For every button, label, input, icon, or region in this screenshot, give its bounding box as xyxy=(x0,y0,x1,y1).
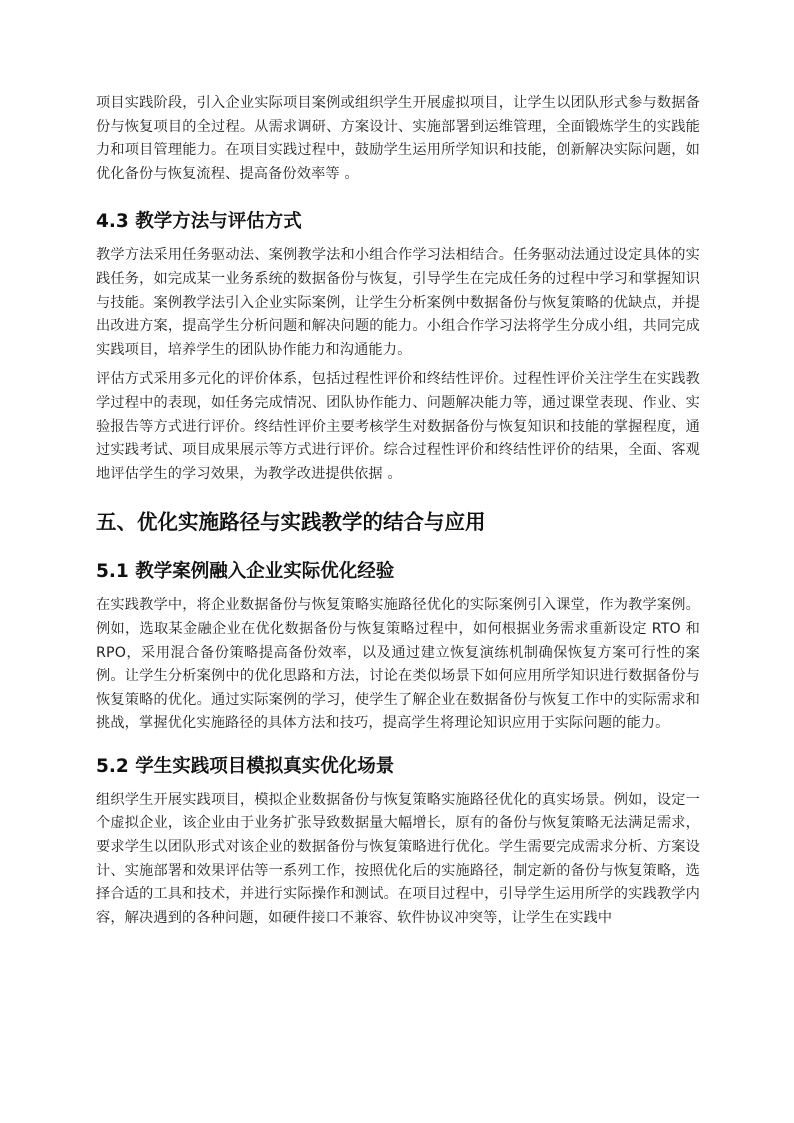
heading-5-2: 5.2 学生实践项目模拟真实优化场景 xyxy=(96,755,395,777)
paragraph-project-practice: 项目实践阶段，引入企业实际项目案例或组织学生开展虚拟项目，让学生以团队形式参与数据备份与恢复项目的全过程。从需求调研、方案设计、实施部署到运维管理，全面锻炼学生的实践能力和项目管理能力。在项目实践过程中，鼓励学生运用所学知识和技能，创新解决实际问题，如优化备份与恢复流程、提高备份效率等 。 xyxy=(96,95,700,182)
document-page xyxy=(96,92,700,936)
heading-section-5: 五、优化实施路径与实践教学的结合与应用 xyxy=(96,510,486,535)
paragraph-teaching-methods: 教学方法采用任务驱动法、案例教学法和小组合作学习法相结合。任务驱动法通过设定具体的实践任务，如完成某一业务系统的数据备份与恢复，引导学生在完成任务的过程中学习和掌握知识与技能。案例教学法引入企业实际案例，让学生分析案例中数据备份与恢复策略的优缺点，并提出改进方案，提高学生分析问题和解决问题的能力。小组合作学习法将学生分成小组，共同完成实践项目，培养学生的团队协作能力和沟通能力。 xyxy=(96,247,700,358)
paragraph-student-projects: 组织学生开展实践项目，模拟企业数据备份与恢复策略实施路径优化的真实场景。例如，设定一个虚拟企业，该企业由于业务扩张导致数据量大幅增长，原有的备份与恢复策略无法满足需求，要求学生以团队形式对该企业的数据备份与恢复策略进行优化。学生需要完成需求分析、方案设计、实施部署和效果评估等一系列工作，按照优化后的实施路径，制定新的备份与恢复策略，选择合适的工具和技术，并进行实际操作和测试。在项目过程中，引导学生运用所学的实践教学内容，解决遇到的各种问题，如硬件接口不兼容、软件协议冲突等，让学生在实践中 xyxy=(96,791,700,926)
paragraph-teaching-cases: 在实践教学中，将企业数据备份与恢复策略实施路径优化的实际案例引入课堂，作为教学案例。例如，选取某金融企业在优化数据备份与恢复策略过程中，如何根据业务需求重新设定 RTO 和 RPO，采用混合备份策略提高备份效率，以及通过建立恢复演练机制确保恢复方案可行性的案例。让学生分析案例中的优化思路和方法，讨论在类似场景下如何应用所学知识进行数据备份与恢复策略的优化。通过实际案例的学习，使学生了解企业在数据备份与恢复工作中的实际需求和挑战，掌握优化实施路径的具体方法和技巧，提高学生将理论知识应用于实际问题的能力。 xyxy=(96,597,700,732)
heading-5-1: 5.1 教学案例融入企业实际优化经验 xyxy=(96,561,395,583)
paragraph-evaluation: 评估方式采用多元化的评价体系，包括过程性评价和终结性评价。过程性评价关注学生在实践教学过程中的表现，如任务完成情况、团队协作能力、问题解决能力等，通过课堂表现、作业、实验报告等方式进行评价。终结性评价主要考核学生对数据备份与恢复知识和技能的掌握程度，通过实践考试、项目成果展示等方式进行评价。综合过程性评价和终结性评价的结果，全面、客观地评估学生的学习效果，为教学改进提供依据 。 xyxy=(96,371,700,482)
heading-4-3: 4.3 教学方法与评估方式 xyxy=(96,211,302,233)
